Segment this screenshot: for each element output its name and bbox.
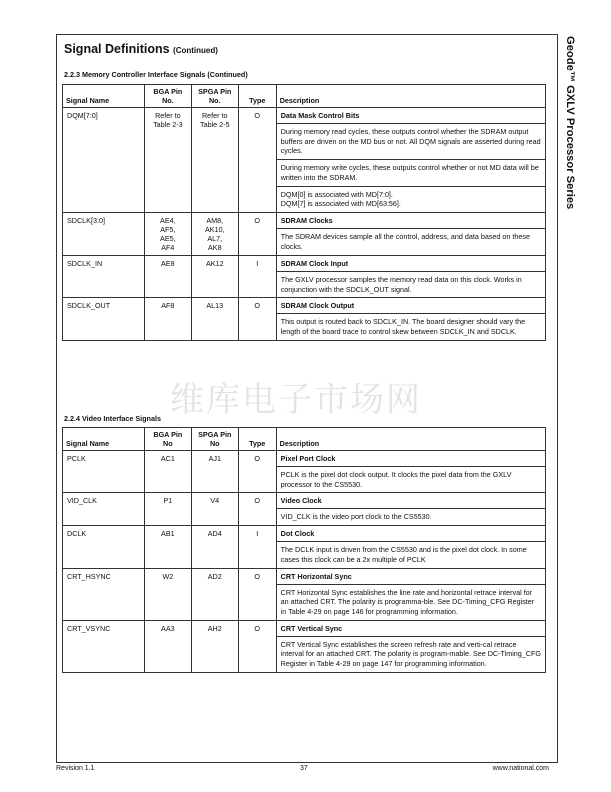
header-row — [63, 428, 546, 451]
description-title: Video Clock — [277, 493, 545, 509]
signal-description — [276, 620, 545, 672]
signal-description — [276, 526, 545, 568]
bga-pin: AE8 — [144, 256, 191, 298]
description-title: SDRAM Clocks — [277, 213, 545, 229]
section-heading-memory: 2.2.3 Memory Controller Interface Signals (Continued) — [64, 70, 248, 79]
bga-pin: AA3 — [144, 620, 191, 672]
table-row — [63, 298, 546, 340]
spga-pin: AL13 — [191, 298, 238, 340]
description-text: DQM[0] is associated with MD[7:0]. DQM[7] is associated with MD[63:56]. — [277, 186, 545, 212]
signal-name: SDCLK_OUT — [63, 298, 145, 340]
description-title: Data Mask Control Bits — [277, 108, 545, 124]
signal-type: I — [238, 526, 276, 568]
side-title: Geode™ GXLV Processor Series — [564, 36, 576, 210]
column-header-desc: Description — [276, 85, 545, 108]
description-title: SDRAM Clock Output — [277, 298, 545, 314]
spga-pin: AM8, AK10, AL7, AK8 — [191, 213, 238, 256]
description-text: The GXLV processor samples the memory read data on this clock. Works in conjunction with the SDCLK_OUT signal. — [280, 275, 522, 294]
column-header-bga: BGA Pin No. — [144, 85, 191, 108]
column-header-name: Signal Name — [63, 428, 145, 451]
signal-type: O — [238, 108, 276, 213]
description-text: CRT Vertical Sync establishes the screen refresh rate and verti-cal retrace interval for an attached CRT. The polarity is program-mable. See DC-Timing_CFG Register in Table 4-29 on page 147 for programming information. — [280, 639, 541, 669]
signal-name: CRT_VSYNC — [63, 620, 145, 672]
signal-name: PCLK — [63, 451, 145, 493]
description-text: During memory read cycles, these outputs control whether the SDRAM output buffers are driven on the MD bus or not. All DQM signals are asserted during read cycles. — [280, 127, 541, 156]
signal-type: O — [238, 213, 276, 256]
description-title: Pixel Port Clock — [277, 451, 545, 467]
signal-name: VID_CLK — [63, 493, 145, 526]
table-row — [63, 108, 546, 213]
signal-description — [276, 493, 545, 526]
bga-pin: AC1 — [144, 451, 191, 493]
column-header-type: Type — [238, 428, 276, 451]
bga-pin: P1 — [144, 493, 191, 526]
bga-pin: AE4, AF5, AE5, AF4 — [144, 213, 191, 256]
bga-pin: Refer to Table 2-3 — [144, 108, 191, 213]
memory-signals-table — [62, 84, 546, 341]
signal-type: O — [238, 298, 276, 340]
signal-name: SDCLK[3:0] — [63, 213, 145, 256]
watermark: 维库电子市场网 — [170, 380, 422, 420]
column-header-desc: Description — [276, 428, 545, 451]
description-title: SDRAM Clock Input — [277, 256, 545, 272]
column-header-name: Signal Name — [63, 85, 145, 108]
footer-website: www.national.com — [492, 765, 549, 772]
signal-description — [276, 298, 545, 340]
description-title: CRT Vertical Sync — [277, 621, 545, 637]
description-text: VID_CLK is the video port clock to the CS5530. — [280, 512, 432, 522]
signal-type: O — [238, 620, 276, 672]
signal-type: O — [238, 451, 276, 493]
spga-pin: AD2 — [191, 568, 238, 620]
footer-page-number: 37 — [300, 765, 308, 772]
spga-pin: V4 — [191, 493, 238, 526]
bga-pin: AF8 — [144, 298, 191, 340]
description-title: CRT Horizontal Sync — [277, 569, 545, 585]
spga-pin: AK12 — [191, 256, 238, 298]
description-title: Dot Clock — [277, 526, 545, 542]
signal-description — [276, 213, 545, 256]
bga-pin: AB1 — [144, 526, 191, 568]
table-row — [63, 493, 546, 526]
signal-name: SDCLK_IN — [63, 256, 145, 298]
column-header-bga: BGA Pin No — [144, 428, 191, 451]
description-text: The DCLK input is driven from the CS5530 and is the pixel dot clock. In some cases this clock can be a 2x multiple of PCLK — [280, 545, 527, 564]
signal-description — [276, 108, 545, 213]
table-row — [63, 526, 546, 568]
description-text: The SDRAM devices sample all the control, address, and data based on these clocks. — [280, 232, 530, 251]
signal-description — [276, 451, 545, 493]
description-text: During memory write cycles, these outputs control whether or not MD data will be written into the SDRAM. — [277, 159, 545, 185]
section-heading-video: 2.2.4 Video Interface Signals — [64, 414, 161, 423]
column-header-spga: SPGA Pin No. — [191, 85, 238, 108]
signal-type: O — [238, 568, 276, 620]
signal-description — [276, 256, 545, 298]
bga-pin: W2 — [144, 568, 191, 620]
spga-pin: Refer to Table 2-5 — [191, 108, 238, 213]
page-title: Signal Definitions (Continued) — [64, 42, 218, 56]
header-row — [63, 85, 546, 108]
description-text: This output is routed back to SDCLK_IN. The board designer should vary the length of the board trace to control skew between SDCLK_IN and SDCLK. — [280, 317, 526, 337]
signal-type: I — [238, 256, 276, 298]
table-row — [63, 451, 546, 493]
spga-pin: AD4 — [191, 526, 238, 568]
spga-pin: AH2 — [191, 620, 238, 672]
table-row — [63, 568, 546, 620]
footer-revision: Revision 1.1 — [56, 765, 95, 772]
spga-pin: AJ1 — [191, 451, 238, 493]
table-row — [63, 620, 546, 672]
description-text: CRT Horizontal Sync establishes the line rate and horizontal retrace interval for an attached CRT. The polarity is programma-ble. See DC-Timing_CFG Register in Table 4-29 on page 146 for programming information. — [280, 587, 535, 617]
column-header-type: Type — [238, 85, 276, 108]
table-row — [63, 256, 546, 298]
column-header-spga: SPGA Pin No — [191, 428, 238, 451]
signal-description — [276, 568, 545, 620]
signal-name: DQM[7:0] — [63, 108, 145, 213]
signal-name: CRT_HSYNC — [63, 568, 145, 620]
description-text: PCLK is the pixel dot clock output. It clocks the pixel data from the GXLV processor to the CS5530. — [280, 470, 512, 489]
signal-type: O — [238, 493, 276, 526]
page-title-suffix: (Continued) — [173, 46, 218, 55]
table-row — [63, 213, 546, 256]
video-signals-table — [62, 427, 546, 673]
signal-name: DCLK — [63, 526, 145, 568]
